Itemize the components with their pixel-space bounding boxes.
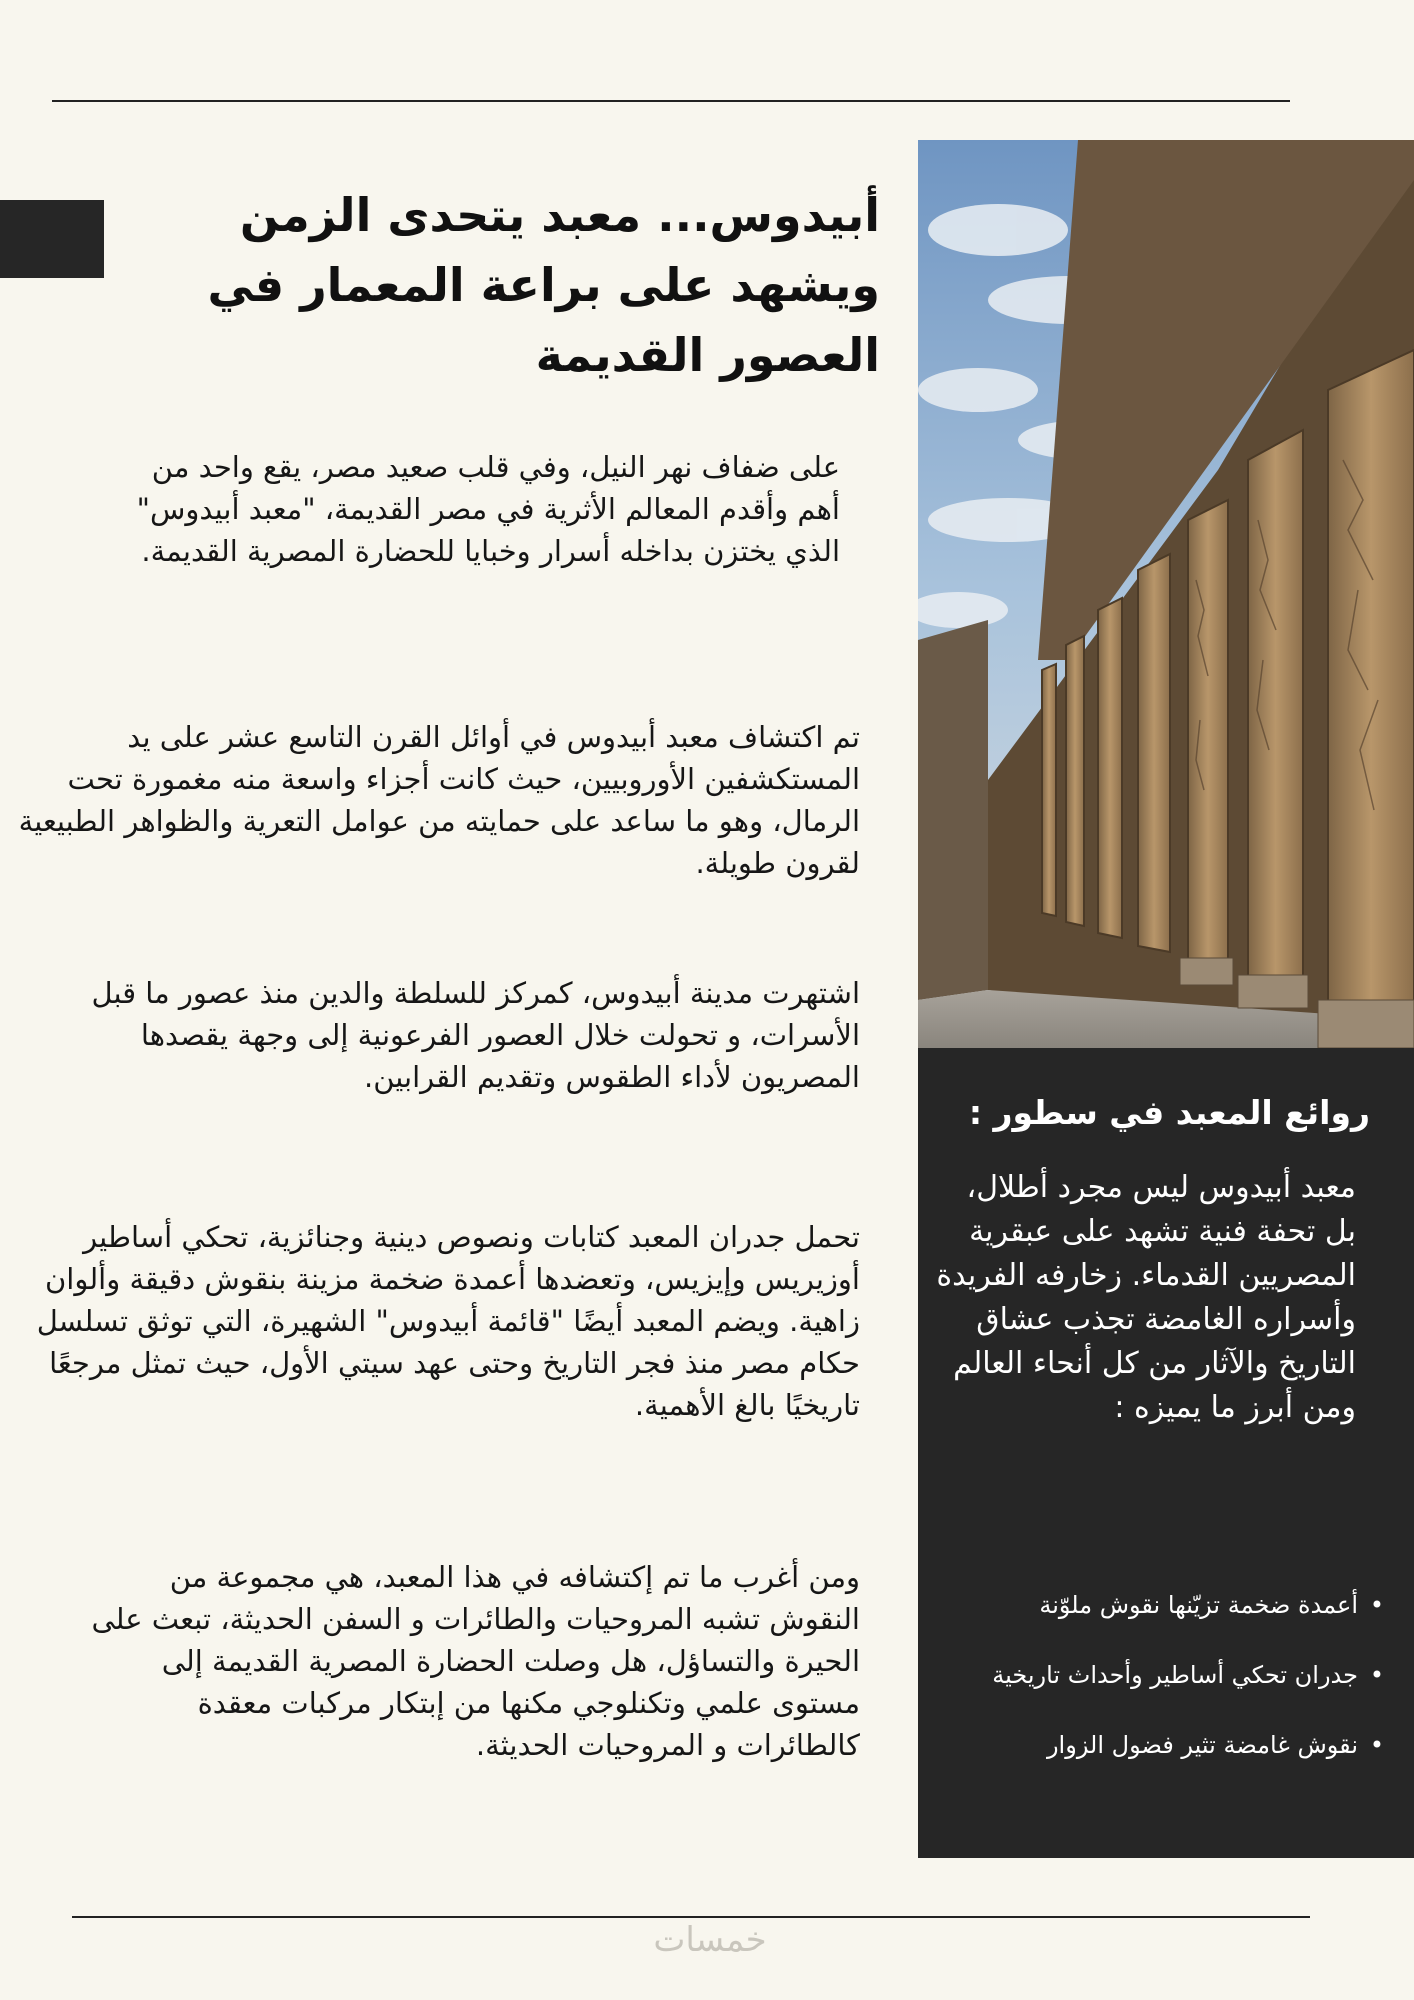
list-item-text: نقوش غامضة تثير فضول الزوار xyxy=(1046,1731,1358,1759)
temple-columns-photo xyxy=(918,140,1414,1048)
list-item xyxy=(928,1728,1388,1762)
article-paragraph-4: تحمل جدران المعبد كتابات ونصوص دينية وجنائزية، تحكي أساطير أوزيريس وإيزيس، وتعضدها أعمدة ضخمة مزينة بنقوش دقيقة وألوان زاهية. ويضم المعبد أيضًا "قائمة أبيدوس" الشهيرة، التي توثق تسلسل حكام مصر منذ فجر التاريخ وحتى عهد سيتي الأول، حيث تمثل مرجعًا تاريخيًا بالغ الأهمية. xyxy=(36,1220,860,1422)
bullet-icon: • xyxy=(1369,1591,1384,1619)
sidebar-list xyxy=(928,1588,1388,1798)
sidebar-body: معبد أبيدوس ليس مجرد أطلال، بل تحفة فنية تشهد على عبقرية المصريين القدماء. زخارفه الفريدة وأسراره الغامضة تجذب عشاق التاريخ والآثار من كل أنحاء العالم ومن أبرز ما يميزه : xyxy=(936,1170,1356,1425)
article-paragraph-3: اشتهرت مدينة أبيدوس، كمركز للسلطة والدين منذ عصور ما قبل الأسرات، و تحولت خلال العصور الفرعونية إلى وجهة يقصدها المصريون لأداء الطقوس وتقديم القرابين. xyxy=(91,976,860,1094)
bottom-divider xyxy=(72,1916,1310,1918)
article-paragraph-1: على ضفاف نهر النيل، وفي قلب صعيد مصر، يقع واحد من أهم وأقدم المعالم الأثرية في مصر القديمة، "معبد أبيدوس" الذي يختزن بداخله أسرار وخبايا للحضارة المصرية القديمة. xyxy=(136,450,840,568)
list-item xyxy=(928,1658,1388,1692)
list-item-text: أعمدة ضخمة تزيّنها نقوش ملوّنة xyxy=(1039,1591,1358,1619)
top-divider xyxy=(52,100,1290,102)
article-paragraph-5: ومن أغرب ما تم إكتشافه في هذا المعبد، هي مجموعة من النقوش تشبه المروحيات والطائرات و السفن الحديثة، تبعث على الحيرة والتساؤل، هل وصلت الحضارة المصرية القديمة إلى مستوى علمي وتكنلوجي مكنها من إبتكار مركبات معقدة كالطائرات و المروحيات الحديثة. xyxy=(91,1560,860,1762)
article-title: أبيدوس... معبد يتحدى الزمن ويشهد على براعة المعمار في العصور القديمة xyxy=(207,188,880,382)
list-item xyxy=(928,1588,1388,1622)
sidebar-heading: روائع المعبد في سطور : xyxy=(968,1093,1370,1132)
footer-logo: خمسات xyxy=(653,1920,767,1960)
list-item-text: جدران تحكي أساطير وأحداث تاريخية xyxy=(992,1661,1358,1689)
sidebar-panel xyxy=(918,1048,1414,1858)
bullet-icon: • xyxy=(1369,1661,1384,1689)
decorative-block xyxy=(0,200,104,278)
article-paragraph-2: تم اكتشاف معبد أبيدوس في أوائل القرن التاسع عشر على يد المستكشفين الأوروبيين، حيث كانت أجزاء واسعة منه مغمورة تحت الرمال، وهو ما ساعد على حمايته من عوامل التعرية والظواهر الطبيعية لقرون طويلة. xyxy=(18,720,860,880)
bullet-icon: • xyxy=(1369,1731,1384,1759)
